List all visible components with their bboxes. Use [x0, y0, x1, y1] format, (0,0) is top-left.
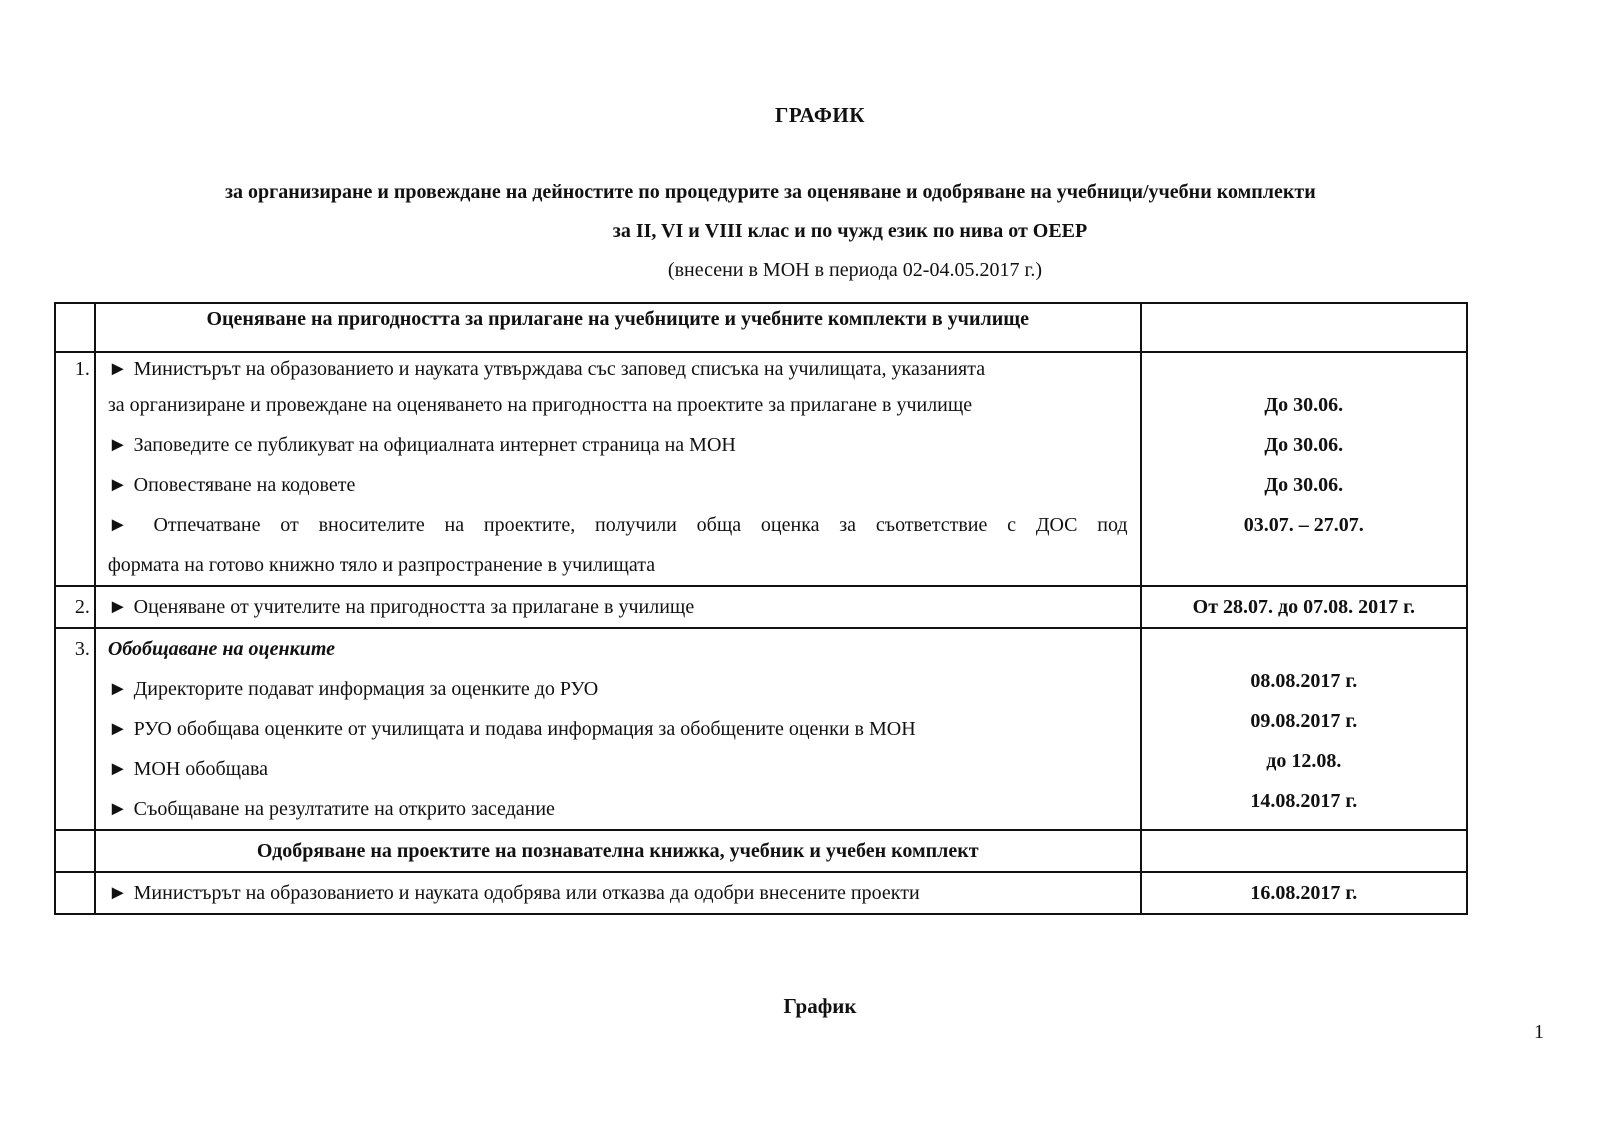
row-subheading: Обобщаване на оценките	[107, 638, 336, 660]
row-date-cell	[1141, 586, 1467, 628]
section2-heading-cell	[95, 830, 1141, 872]
empty-number-cell	[55, 830, 95, 872]
bullet-icon: ►	[107, 882, 128, 904]
row-description-cell	[95, 586, 1141, 628]
item-text: Съобщаване на резултатите на открито заседание	[133, 798, 555, 820]
item-text: Министърът на образованието и науката утвърждава със заповед списъка на училищата, указанията	[133, 358, 986, 380]
row-number-cell	[55, 586, 95, 628]
list-item	[108, 353, 1128, 385]
row-number: 1.	[74, 358, 90, 380]
item-text-continuation: за организиране и провеждане на оценяването на пригодността на проектите за прилагане в училище	[107, 394, 973, 416]
section1-heading-row	[55, 303, 1467, 352]
row-date-cell	[1141, 628, 1467, 830]
bullet-icon: ►	[107, 358, 128, 380]
list-item	[108, 749, 1128, 789]
section1-heading-cell	[95, 303, 1141, 352]
list-item	[108, 789, 1128, 829]
bullet-icon: ►	[107, 758, 128, 780]
date-value: До 30.06.	[1264, 474, 1344, 496]
date-value: От 28.07. до 07.08. 2017 г.	[1192, 596, 1415, 618]
date-value: До 30.06.	[1264, 434, 1344, 456]
date-value: 16.08.2017 г.	[1250, 882, 1358, 904]
list-item	[108, 425, 1128, 465]
date-value: До 30.06.	[1264, 394, 1344, 416]
footer-title: График	[783, 994, 857, 1018]
row-description-cell	[95, 352, 1141, 586]
item-text: Министърът на образованието и науката одобрява или отказва да одобри внесените проекти	[133, 882, 920, 904]
row-description-cell	[95, 872, 1141, 914]
row-number: 2.	[74, 596, 90, 618]
section1-heading: Оценяване на пригодността за прилагане на учебниците и учебните комплекти в училище	[206, 308, 1029, 330]
table-row	[55, 628, 1467, 830]
list-item	[108, 709, 1128, 749]
item-text: Заповедите се публикуват на официалната интернет страница на МОН	[133, 434, 736, 456]
list-item	[108, 505, 1128, 545]
row-number: 3.	[74, 638, 90, 660]
item-text: Отпечатване от вносителите на проектите, получили обща оценка за съответствие с ДОС под	[153, 514, 1128, 536]
item-text: МОН обобщава	[133, 758, 268, 780]
date-value: 08.08.2017 г.	[1250, 670, 1358, 692]
bullet-icon: ►	[107, 596, 128, 618]
list-item	[108, 669, 1128, 709]
bullet-icon: ►	[107, 474, 128, 496]
document-subtitle-line2: за II, VI и VIII клас и по чужд език по нива от ОЕЕР	[612, 220, 1088, 242]
bullet-icon: ►	[107, 798, 128, 820]
date-spacer	[1142, 629, 1466, 661]
page-number: 1	[1534, 1021, 1544, 1043]
schedule-table	[54, 302, 1468, 915]
row-number-cell	[55, 352, 95, 586]
date-value: до 12.08.	[1266, 750, 1342, 772]
section2-heading-row	[55, 830, 1467, 872]
list-item	[108, 873, 1128, 913]
item-text: РУО обобщава оценките от училищата и подава информация за обобщените оценки в МОН	[133, 718, 916, 740]
date-value: 09.08.2017 г.	[1250, 710, 1358, 732]
bullet-icon: ►	[107, 718, 128, 740]
empty-number-cell	[55, 303, 95, 352]
item-text: Оповестяване на кодовете	[133, 474, 356, 496]
list-item	[108, 465, 1128, 505]
table-row	[55, 586, 1467, 628]
section2-heading: Одобряване на проектите на познавателна книжка, учебник и учебен комплект	[256, 840, 979, 862]
bullet-icon: ►	[107, 514, 128, 536]
item-text: Директорите подават информация за оценките до РУО	[133, 678, 599, 700]
date-spacer	[1142, 353, 1466, 385]
table-row	[55, 352, 1467, 586]
bullet-icon: ►	[107, 434, 128, 456]
date-value: 14.08.2017 г.	[1250, 790, 1358, 812]
row-date-cell	[1141, 352, 1467, 586]
empty-number-cell	[55, 872, 95, 914]
row-description-cell	[95, 628, 1141, 830]
row-number-cell	[55, 628, 95, 830]
document-title: ГРАФИК	[775, 103, 865, 127]
table-row	[55, 872, 1467, 914]
empty-date-cell	[1141, 303, 1467, 352]
bullet-icon: ►	[107, 678, 128, 700]
row-date-cell	[1141, 872, 1467, 914]
document-subtitle-line3: (внесени в МОН в периода 02-04.05.2017 г.)	[667, 259, 1043, 281]
list-item	[108, 587, 1128, 627]
document-subtitle-line1: за организиране и провеждане на дейностите по процедурите за оценяване и одобряване на учебници/учебни комплекти	[225, 181, 1316, 203]
empty-date-cell	[1141, 830, 1467, 872]
item-text-continuation: формата на готово книжно тяло и разпространение в училищата	[107, 554, 656, 576]
date-value: 03.07. – 27.07.	[1243, 514, 1364, 536]
item-text: Оценяване от учителите на пригодността за прилагане в училище	[133, 596, 695, 618]
